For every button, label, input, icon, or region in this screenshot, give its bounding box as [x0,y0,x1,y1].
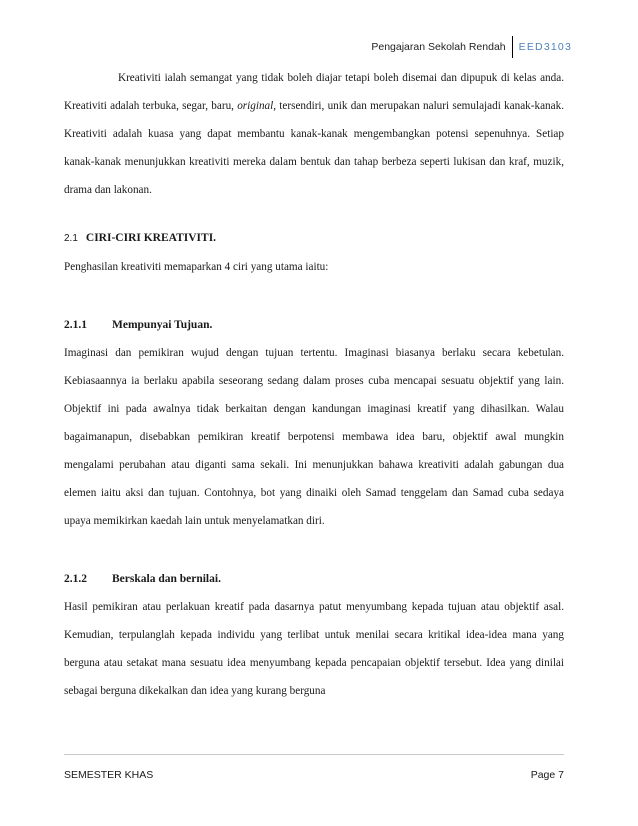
section-heading-2-1-2 [64,565,564,593]
page-footer [64,754,564,781]
section-2-1-1-body: Imaginasi dan pemikiran wujud dengan tujuan tertentu. Imaginasi biasanya berlaku secara kebetulan. Kebiasaannya ia berlaku apabila seseorang sedang dalam proses cuba mencapai sesuatu objektif yang lain. Objektif ini pada awalnya tidak berkaitan dengan kandungan imaginasi kreatif yang dihasilkan. Walau bagaimanapun, disebabkan pemikiran kreatif berpotensi membawa idea baru, objektif awal mungkin mengalami perubahan atau diganti sama sekali. Ini menunjukkan bahawa kreativiti adalah gabungan dua elemen iaitu aksi dan tujuan. Contohnya, bot yang dinaiki oleh Samad tenggelam dan Samad cuba sedaya upaya memikirkan kaedah lain untuk menyelamatkan diri. [64,347,564,527]
section-heading-2-1 [64,224,564,253]
intro-text-before: Kreativiti ialah semangat yang tidak boleh diajar tetapi boleh disemai dan dipupuk di kelas anda. Kreativiti adalah terbuka, segar, baru, [64,72,564,112]
section-2-1-intro: Penghasilan kreativiti memaparkan 4 ciri yang utama iaitu: [64,261,329,273]
section-2-1-2-body: Hasil pemikiran atau perlakuan kreatif pada dasarnya patut menyumbang kepada tujuan atau objektif asal. Kemudian, terpulanglah kepada individu yang terlibat untuk menilai secara kritikal idea-idea mana yang berguna atau setakat mana sesuatu idea menyumbang kepada pencapaian objektif tersebut. Idea yang dinilai sebagai berguna dikekalkan dan idea yang kurang berguna [64,601,564,697]
intro-text-after: , tersendiri, unik dan merupakan naluri semulajadi kanak-kanak. Kreativiti adalah kuasa yang dapat membantu kanak-kanak mengembangkan potensi sepenuhnya. Setiap kanak-kanak menunjukkan kreativiti mereka dalam bentuk dan tahap berbeza seperti lukisan dan kraf, muzik, drama dan lakonan. [64,100,564,196]
section-number: 2.1.1 [64,319,87,331]
section-title: CIRI-CIRI KREATIVITI. [85,232,217,244]
course-code: EED3103 [512,36,572,58]
page-content [64,64,564,705]
section-heading-2-1-1 [64,311,564,339]
intro-italic-word: original [237,100,274,112]
footer-semester: SEMESTER KHAS [64,769,154,781]
section-title: Berskala dan bernilai. [112,573,221,585]
page-number: Page 7 [530,769,564,781]
section-number: 2.1.2 [64,573,87,585]
section-number: 2.1 [64,233,78,244]
section-title: Mempunyai Tujuan. [112,319,213,331]
intro-paragraph [64,64,564,204]
course-title: Pengajaran Sekolah Rendah [371,41,506,53]
page-header [371,36,572,58]
